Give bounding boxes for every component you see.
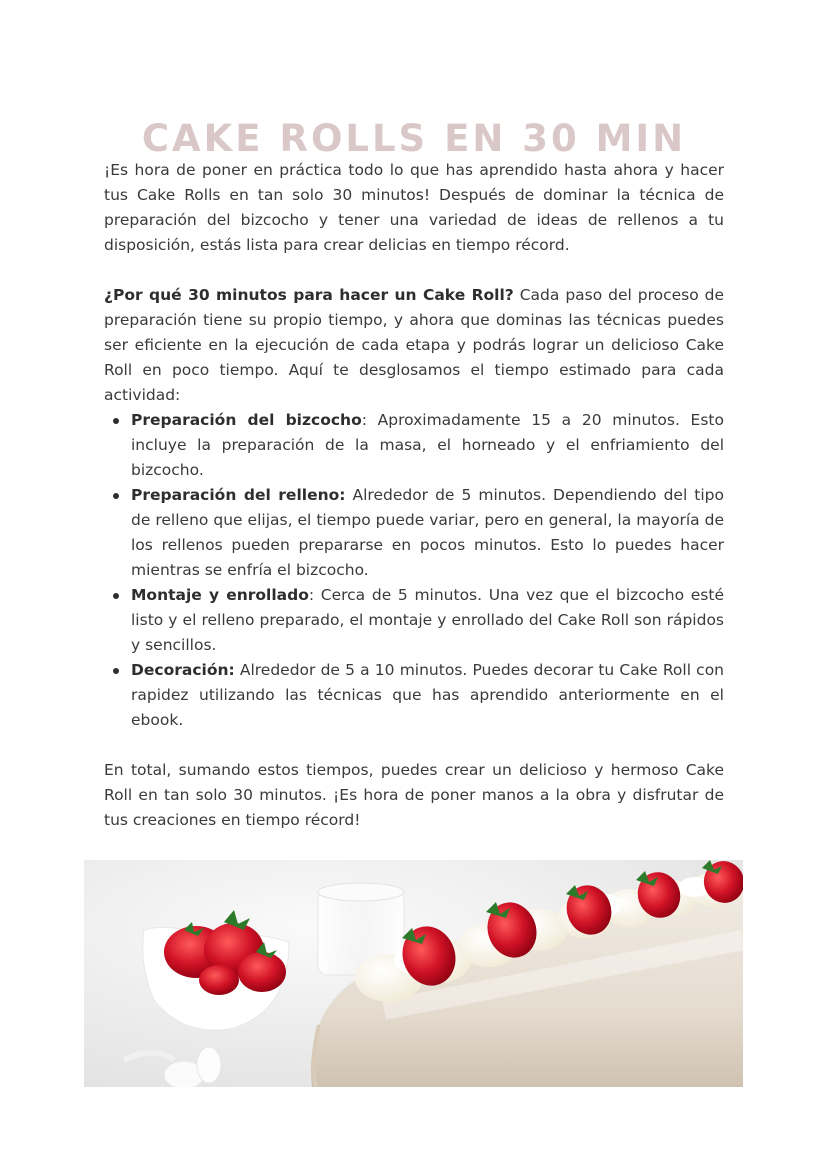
list-item-text: Alrededor de 5 minutos. Dependiendo del tipo de relleno que elijas, el tiempo puede variar, pero en general, la mayoría de los rellenos pueden prepararse en pocos minutos. Esto lo puedes hacer mientras se enfría el bizcocho. [131,486,724,579]
total-paragraph: En total, sumando estos tiempos, puedes crear un delicioso y hermoso Cake Roll en tan solo 30 minutos. ¡Es hora de poner manos a la obra y disfrutar de tus creaciones en tiempo récord! [104,761,724,829]
list-item-text: Alrededor de 5 a 10 minutos. Puedes decorar tu Cake Roll con rapidez utilizando las técnicas que has aprendido anteriormente en el ebook. [131,661,724,729]
page-title: CAKE ROLLS EN 30 MIN [141,117,687,160]
bullet-icon [113,668,119,674]
cake-roll-illustration [84,860,743,1087]
list-item-relleno [131,483,724,583]
why-paragraph [104,283,724,408]
cake-roll-photo [84,860,743,1087]
intro-paragraph: ¡Es hora de poner en práctica todo lo que has aprendido hasta ahora y hacer tus Cake Rolls en tan solo 30 minutos! Después de dominar la técnica de preparación del bizcocho y tener una variedad de ideas de rellenos a tu disposición, estás lista para crear delicias en tiempo récord. [104,161,724,254]
list-item-label: Montaje y enrollado [131,586,309,604]
list-item-text: : Cerca de 5 minutos. Una vez que el bizcocho esté listo y el relleno preparado, el montaje y enrollado del Cake Roll son rápidos y sencillos. [131,586,724,654]
list-item-montaje [131,583,724,658]
list-item-text: : Aproximadamente 15 a 20 minutos. Esto incluye la preparación de la masa, el horneado y el enfriamiento del bizcocho. [131,411,724,479]
why-heading: ¿Por qué 30 minutos para hacer un Cake Roll? [104,286,514,304]
bullet-icon [113,418,119,424]
time-breakdown-list [104,408,724,733]
bullet-icon [113,593,119,599]
why-text: Cada paso del proceso de preparación tiene su propio tiempo, y ahora que dominas las técnicas puedes ser eficiente en la ejecución de cada etapa y podrás lograr un delicioso Cake Roll en poco tiempo. Aquí te desglosamos el tiempo estimado para cada actividad: [104,286,724,404]
list-item-label: Preparación del relleno: [131,486,346,504]
list-item-decoracion [131,658,724,733]
list-item-label: Preparación del bizcocho [131,411,362,429]
list-item-bizcocho [131,408,724,483]
list-item-label: Decoración: [131,661,235,679]
bullet-icon [113,493,119,499]
